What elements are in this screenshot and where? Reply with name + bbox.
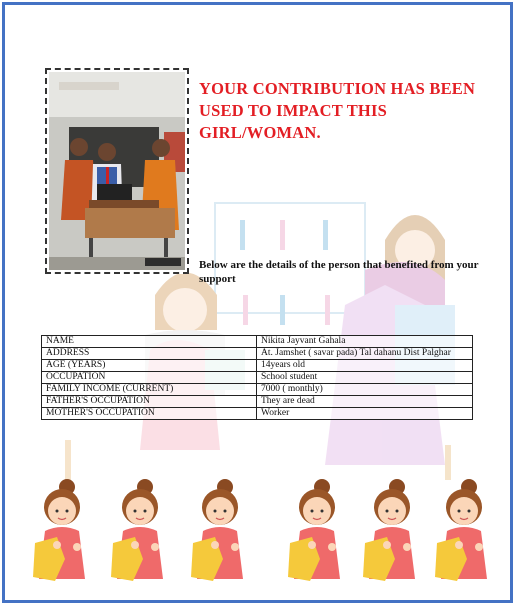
headline-line-1: YOUR CONTRIBUTION HAS BEEN [199, 79, 476, 98]
detail-label: FAMILY INCOME (CURRENT) [42, 384, 257, 396]
detail-label: ADDRESS [42, 348, 257, 360]
detail-label: FATHER'S OCCUPATION [42, 396, 257, 408]
headline [199, 78, 489, 144]
detail-value: Nikita Jayvant Gahala [257, 336, 473, 348]
detail-value: At. Jamshet ( savar pada) Tal dahanu Dist Palghar [257, 348, 473, 360]
beneficiary-details-table [41, 335, 473, 420]
headline-line-3: GIRL/WOMAN. [199, 123, 321, 142]
photo-of-beneficiary [49, 72, 185, 270]
detail-value: 14years old [257, 360, 473, 372]
detail-value: Worker [257, 408, 473, 420]
detail-label: OCCUPATION [42, 372, 257, 384]
detail-label: MOTHER'S OCCUPATION [42, 408, 257, 420]
detail-value: They are dead [257, 396, 473, 408]
table-row [42, 372, 473, 384]
girl-sewing-illustration [27, 475, 489, 585]
table-row [42, 360, 473, 372]
headline-line-2: USED TO IMPACT THIS [199, 101, 387, 120]
detail-label: AGE (YEARS) [42, 360, 257, 372]
table-row [42, 384, 473, 396]
detail-value: 7000 ( monthly) [257, 384, 473, 396]
table-row [42, 336, 473, 348]
detail-label: NAME [42, 336, 257, 348]
beneficiary-photo-frame [45, 68, 189, 274]
table-row [42, 408, 473, 420]
table-row [42, 396, 473, 408]
detail-value: School student [257, 372, 473, 384]
table-row [42, 348, 473, 360]
intro-text: Below are the details of the person that benefited from your support [199, 259, 479, 285]
page-frame [2, 2, 513, 603]
